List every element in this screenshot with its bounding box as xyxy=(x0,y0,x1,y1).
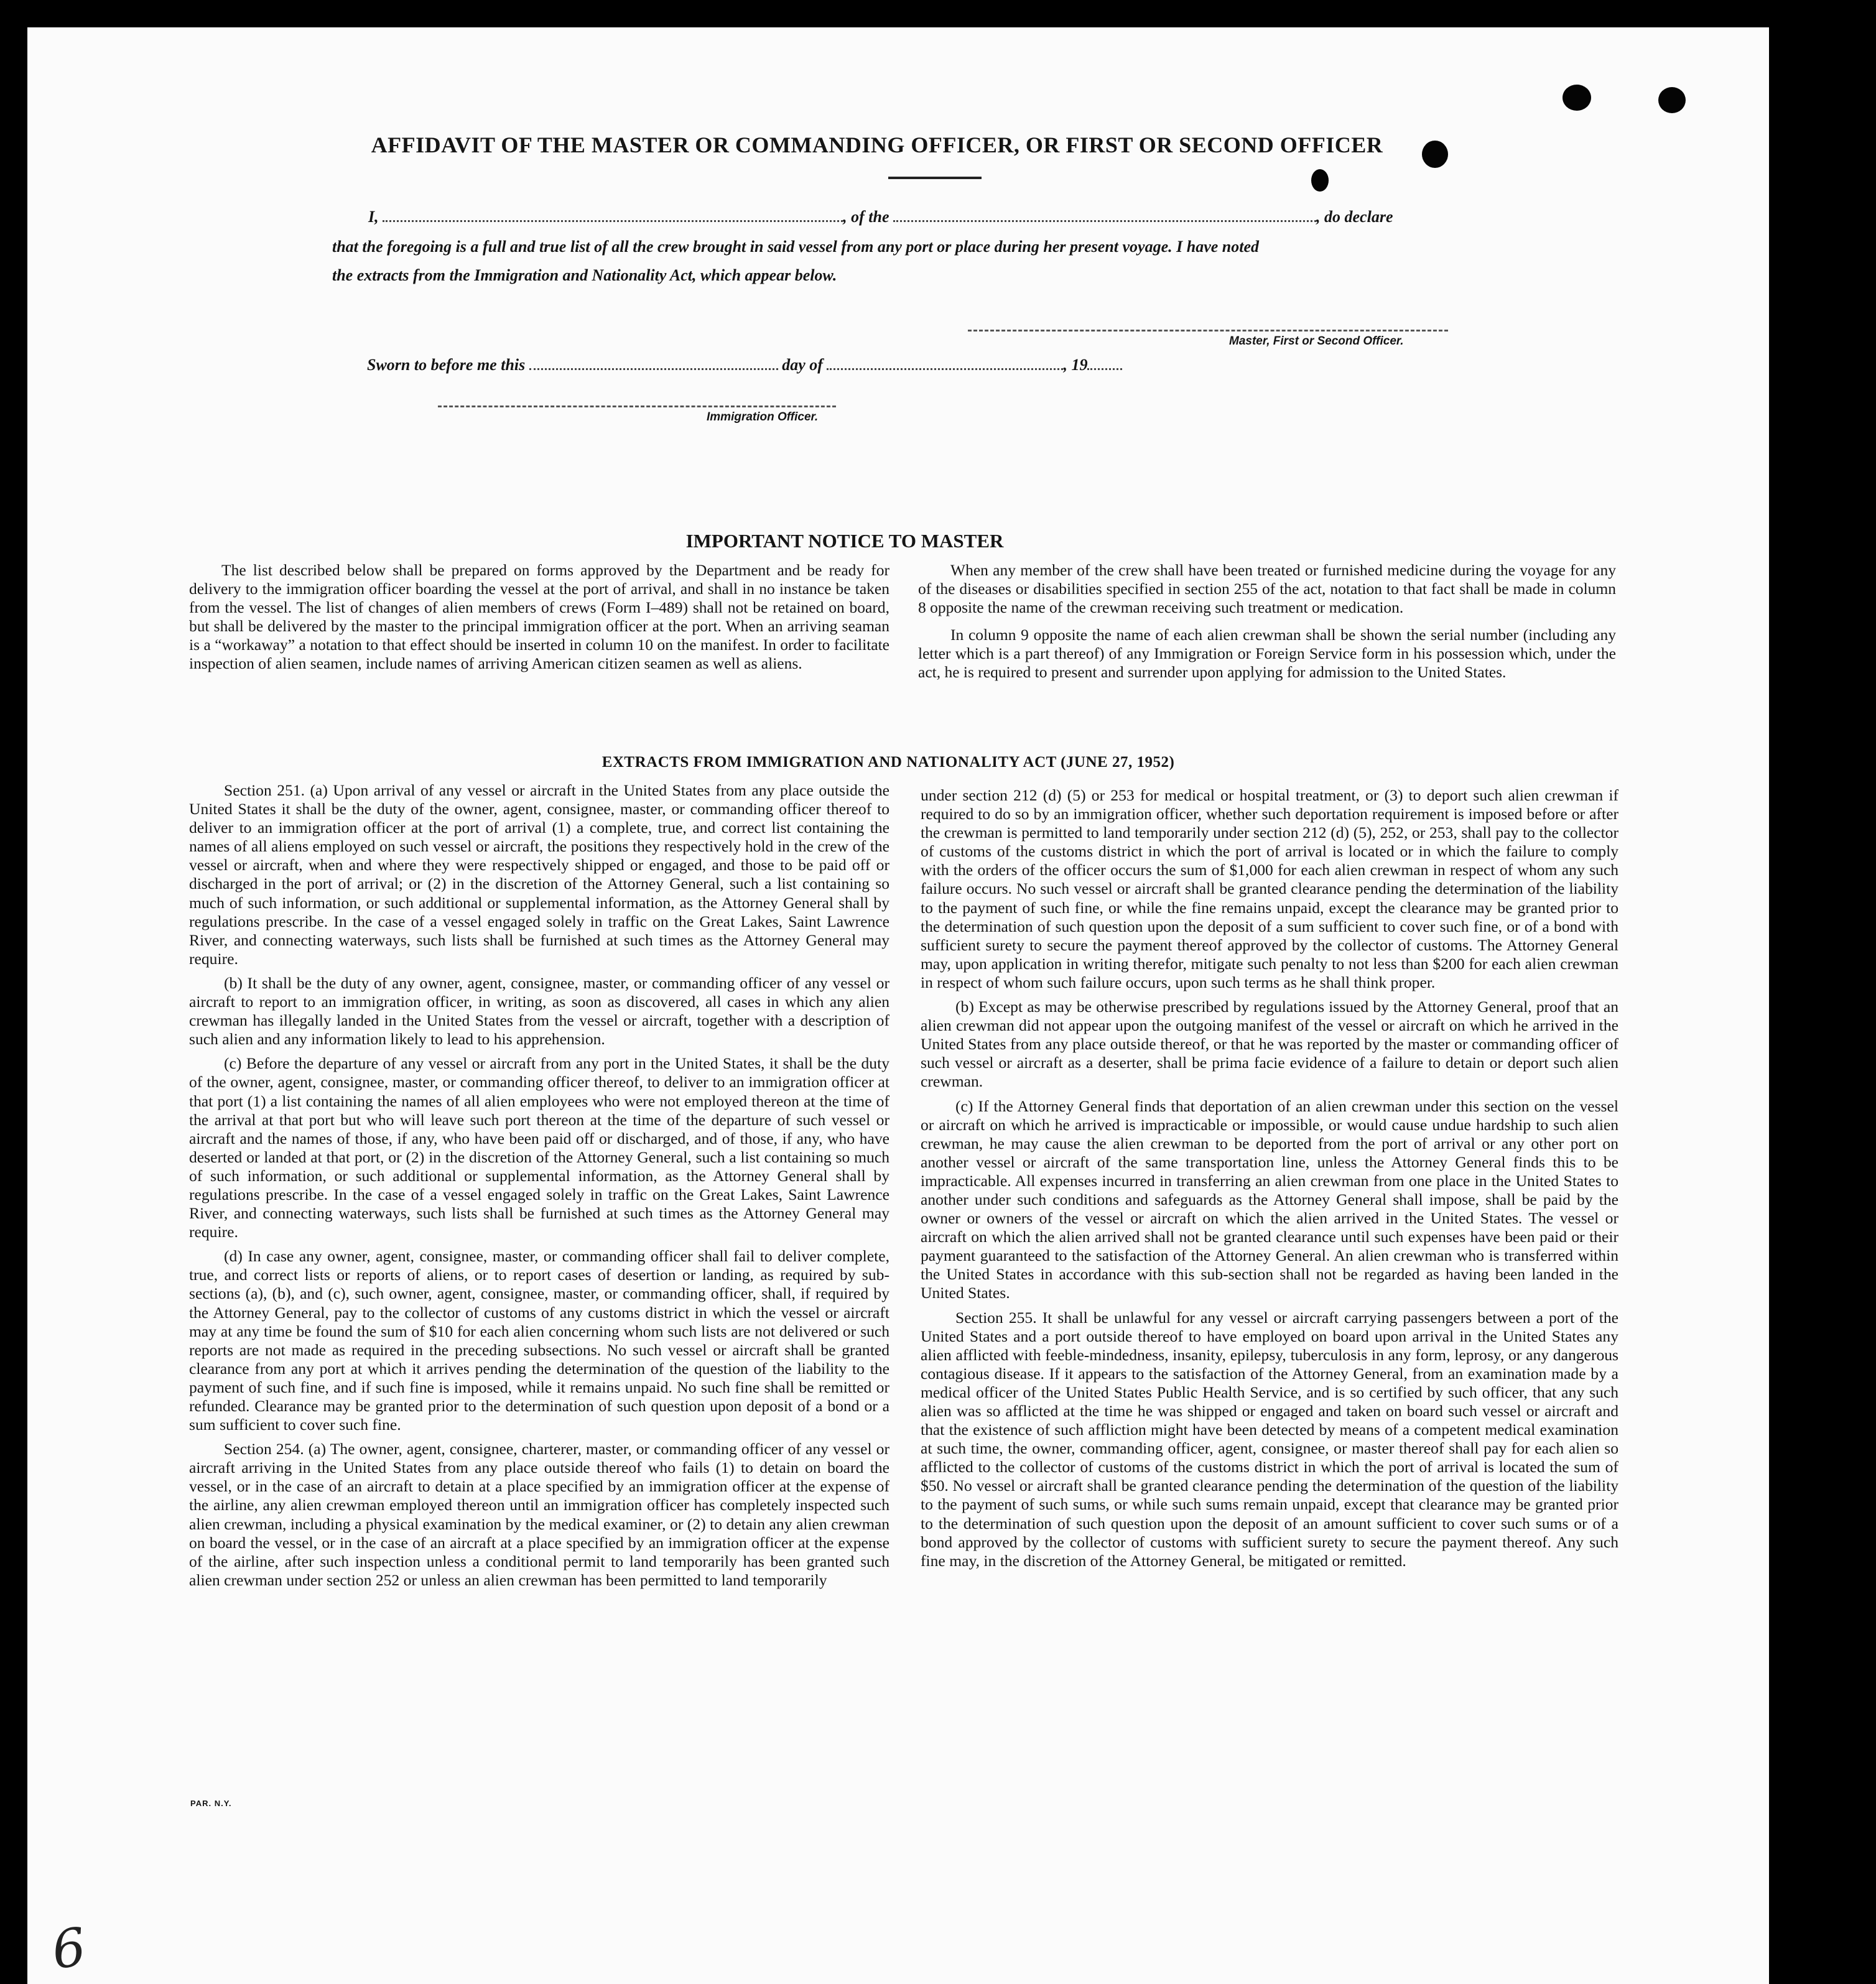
extracts-title: EXTRACTS FROM IMMIGRATION AND NATIONALITY ACT (JUNE 27, 1952) xyxy=(601,754,1175,771)
notice-paragraph: When any member of the crew shall have been treated or furnished medicine during the voyage for any of the diseases or disabilities specified in section 255 of the act, notation to that fact shall be made in column 8 opposite the name of the crewman receiving such treatment or medication. xyxy=(918,561,1616,616)
master-signature-label: Master, First or Second Officer. xyxy=(1229,335,1404,348)
notice-paragraph: In column 9 opposite the name of each alien crewman shall be shown the serial number (including any letter which is a part thereof) of any Immigration or Foreign Service form in his possession which, under the act, he is required to present and surrender upon applying for admission to the United States. xyxy=(918,626,1616,681)
title-underline xyxy=(888,177,982,179)
notice-paragraph: The list described below shall be prepared on forms approved by the Department and be ready for delivery to the immigration officer boarding the vessel at the port of arrival, and shall in no instance be taken from the vessel. The list of changes of alien members of crews (Form I–489) shall not be retained on board, but shall be delivered by the master to the principal immigration officer at the port. When an arriving seaman is a “workaway” a notation to that effect should be inserted in column 10 on the manifest. In order to facilitate inspection of alien seamen, include names of arriving American citizen seamen as well as aliens. xyxy=(189,561,889,672)
sworn-day-field[interactable] xyxy=(529,362,778,370)
printer-mark: PAR. N.Y. xyxy=(190,1799,232,1808)
day-of-label: day of xyxy=(782,356,823,374)
i-label: I, xyxy=(368,208,379,226)
sworn-label: Sworn to before me this xyxy=(367,356,526,374)
punch-hole xyxy=(1658,87,1686,113)
act-paragraph: Section 251. (a) Upon arrival of any vessel or aircraft in the United States from any place outside the United States it shall be the duty of the owner, agent, consignee, master, or commanding officer thereof to deliver to an immigration officer at the port of arrival (1) a complete, true, and correct list containing the names of all aliens employed on such vessel or aircraft, the positions they respectively hold in the crew of the vessel or aircraft, when and where they were respectively shipped or engaged, and those to be paid off or discharged in the port of arrival; or (2) in the discretion of the Attorney General, such a list containing so much of such information, or such additional or supplemental information, as the Attorney General shall by regulations prescribe. In the case of a vessel engaged solely in traffic on the Great Lakes, Saint Lawrence River, and connecting waterways, such lists shall be furnished at such times as the Attorney General may require. xyxy=(189,781,889,968)
notice-right-column xyxy=(918,561,1616,690)
declaration-line-1: that the foregoing is a full and true list of all the crew brought in said vessel from any port or place during her present voyage. I have noted xyxy=(332,238,1260,256)
declaration-line-2: the extracts from the Immigration and Nationality Act, which appear below. xyxy=(332,266,837,284)
sworn-year-field[interactable] xyxy=(1087,362,1122,370)
extracts-right-column xyxy=(921,786,1618,1576)
act-paragraph: Section 255. It shall be unlawful for any vessel or aircraft carrying passengers between a port of the United States and a port outside thereof to have employed on board upon arrival in the United States any alien afflicted with feeble-mindedness, insanity, epilepsy, tuberculosis in any form, leprosy, or any dangerous contagious disease. If it appears to the satisfaction of the Attorney General, from an examination made by a medical officer of the United States Public Health Service, and is so certified by such officer, that any such alien was so afflicted at the time he was shipped or engaged and taken on board such vessel or aircraft and that the existence of such affliction might have been detected by means of a competent medical examination at such time, the owner, commanding officer, agent, consignee, or master thereof shall pay for each alien so afflicted to the collector of customs of the customs district in which the port of arrival is located the sum of $50. No vessel or aircraft shall be granted clearance pending the determination of the question of the liability to the payment of such sums, or while such sums remain unpaid, except that clearance may be granted prior to the determination of such question upon the deposit of an amount sufficient to cover such sums or of a bond approved by the collector of customs with sufficient surety to secure the payment thereof. Any such fine may, in the discretion of the Attorney General, be mitigated or remitted. xyxy=(921,1308,1618,1570)
act-paragraph: (c) Before the departure of any vessel or aircraft from any port in the United States, it shall be the duty of the owner, agent, consignee, master, or commanding officer thereof, to deliver to an immigration officer at that port (1) a list containing the names of all alien employees who were not employed thereon at the time of the arrival at that port but who will leave such port thereon at the time of the departure of such vessel or aircraft and the names of those, if any, who have been paid off or discharged, and of those, if any, who have deserted or landed at that port, or (2) in the discretion of the Attorney General, such a list containing so much of such information, or such additional or supplemental information, as the Attorney General shall by regulations prescribe. In the case of a vessel engaged solely in traffic on the Great Lakes, Saint Lawrence River, and connecting waterways, such lists shall be furnished at such times as the Attorney General may require. xyxy=(189,1054,889,1241)
year-label: , 19 xyxy=(1063,356,1088,374)
punch-hole xyxy=(1563,85,1591,111)
act-paragraph: (b) Except as may be otherwise prescribed by regulations issued by the Attorney General, proof that an alien crewman did not appear upon the outgoing manifest of the vessel or aircraft on which he arrived in the United States from any place outside thereof, or that he was reported by the master or commanding officer of such vessel or aircraft as a deserter, shall be prima facie evidence of a failure to detain or deport such alien crewman. xyxy=(921,998,1618,1091)
notice-title: IMPORTANT NOTICE TO MASTER xyxy=(685,530,1004,552)
punch-hole xyxy=(1311,169,1329,192)
of-the-label: , of the xyxy=(843,208,889,226)
immigration-officer-label: Immigration Officer. xyxy=(707,410,819,424)
vessel-field[interactable] xyxy=(893,214,1316,222)
sworn-month-field[interactable] xyxy=(827,362,1063,370)
notice-left-column xyxy=(189,561,889,682)
act-paragraph: (d) In case any owner, agent, consignee, master, or commanding officer shall fail to deliver complete, true, and correct lists or reports of aliens, or to report cases of desertion or landing, as required by sub-sections (a), (b), and (c), such owner, agent, consignee, master, or commanding officer, shall, if required by the Attorney General, pay to the collector of customs of any customs district in which the vessel or aircraft may at any time be found the sum of $10 for each alien concerning whom such lists are not delivered or such reports are not made as required in the preceding subsections. No such vessel or aircraft shall be granted clearance from any port at which it arrives pending the determination of the question of the liability to the payment of such fine, and if such fine is imposed, while it remains unpaid. No such fine shall be remitted or refunded. Clearance may be granted prior to the determination of such question upon deposit of a bond or a sum sufficient to cover such fine. xyxy=(189,1247,889,1434)
document-page xyxy=(27,27,1769,1984)
master-signature-line[interactable] xyxy=(968,330,1448,331)
immigration-officer-signature-line[interactable] xyxy=(438,406,836,407)
sworn-line xyxy=(367,356,1122,374)
declaration-fill-line xyxy=(368,208,1513,226)
act-paragraph: under section 212 (d) (5) or 253 for medical or hospital treatment, or (3) to deport such alien crewman if required to do so by an immigration officer, whether such deportation requirement is imposed before or after the crewman is permitted to land temporarily under section 212 (d) (5), 252, or 253, shall pay to the collector of customs of the customs district in which the port of arrival is located or in which the failure to comply with the orders of the officer occurs the sum of $1,000 for each alien crewman in respect of whom any such failure occurs. No such vessel or aircraft shall be granted clearance pending the determination of the liability to the payment of such fine, or while the fine remains unpaid, except the clearance may be granted prior to the determination of such question upon the deposit of a sum sufficient to cover such fine, or of a bond with sufficient surety to secure the payment thereof approved by the collector of customs. The Attorney General may, upon application in writing therefor, mitigate such penalty to not less than $200 for each alien crewman in respect of whom such failure occurs, upon such terms as he shall think proper. xyxy=(921,786,1618,991)
do-declare-label: , do declare xyxy=(1316,208,1393,226)
act-paragraph: (c) If the Attorney General finds that deportation of an alien crewman under this section on the vessel or aircraft on which he arrived is impracticable or impossible, or would cause undue hardship to such alien crewman, he may cause the alien crewman to be deported from the port of arrival or any other port on another vessel or aircraft of the same transportation line, unless the Attorney General finds this to be impracticable. All expenses incurred in transferring an alien crewman from one place in the United States to another under such conditions and safeguards as the Attorney General shall impose, shall be paid by the owner or owners of the vessel or aircraft on which the alien arrived in the United States. The vessel or aircraft on which the alien arrived shall not be granted clearance until such expenses have been paid or their payment guaranteed to the satisfaction of the Attorney General. An alien crewman who is transferred within the United States in accordance with this sub-section shall not be regarded as having been landed in the United States. xyxy=(921,1096,1618,1302)
handwritten-page-number: 6 xyxy=(48,1916,90,1982)
extracts-left-column xyxy=(189,781,889,1595)
name-field[interactable] xyxy=(383,214,843,222)
act-paragraph: (b) It shall be the duty of any owner, agent, consignee, master, or commanding officer of any vessel or aircraft to report to an immigration officer, in writing, as soon as discovered, all cases in which any alien crewman has illegally landed in the United States from the vessel or aircraft, together with a description of such alien and any information likely to lead to his apprehension. xyxy=(189,973,889,1049)
act-paragraph: Section 254. (a) The owner, agent, consignee, charterer, master, or commanding officer of any vessel or aircraft arriving in the United States from any place outside thereof who fails (1) to detain on board the vessel, or in the case of an aircraft to detain at a place specified by an immigration officer at the expense of the airline, any alien crewman employed thereon until an immigration officer has completely inspected such alien crewman, including a physical examination by the medical examiner, or (2) to detain any alien crewman on board the vessel, or in the case of an aircraft at a place specified by an immigration officer at the expense of the airline, after such inspection unless a conditional permit to land temporarily has been granted such alien crewman under section 252 or unless an alien crewman has been permitted to land temporarily xyxy=(189,1440,889,1589)
affidavit-title: AFFIDAVIT OF THE MASTER OR COMMANDING OFFICER, OR FIRST OR SECOND OFFICER xyxy=(371,132,1383,157)
